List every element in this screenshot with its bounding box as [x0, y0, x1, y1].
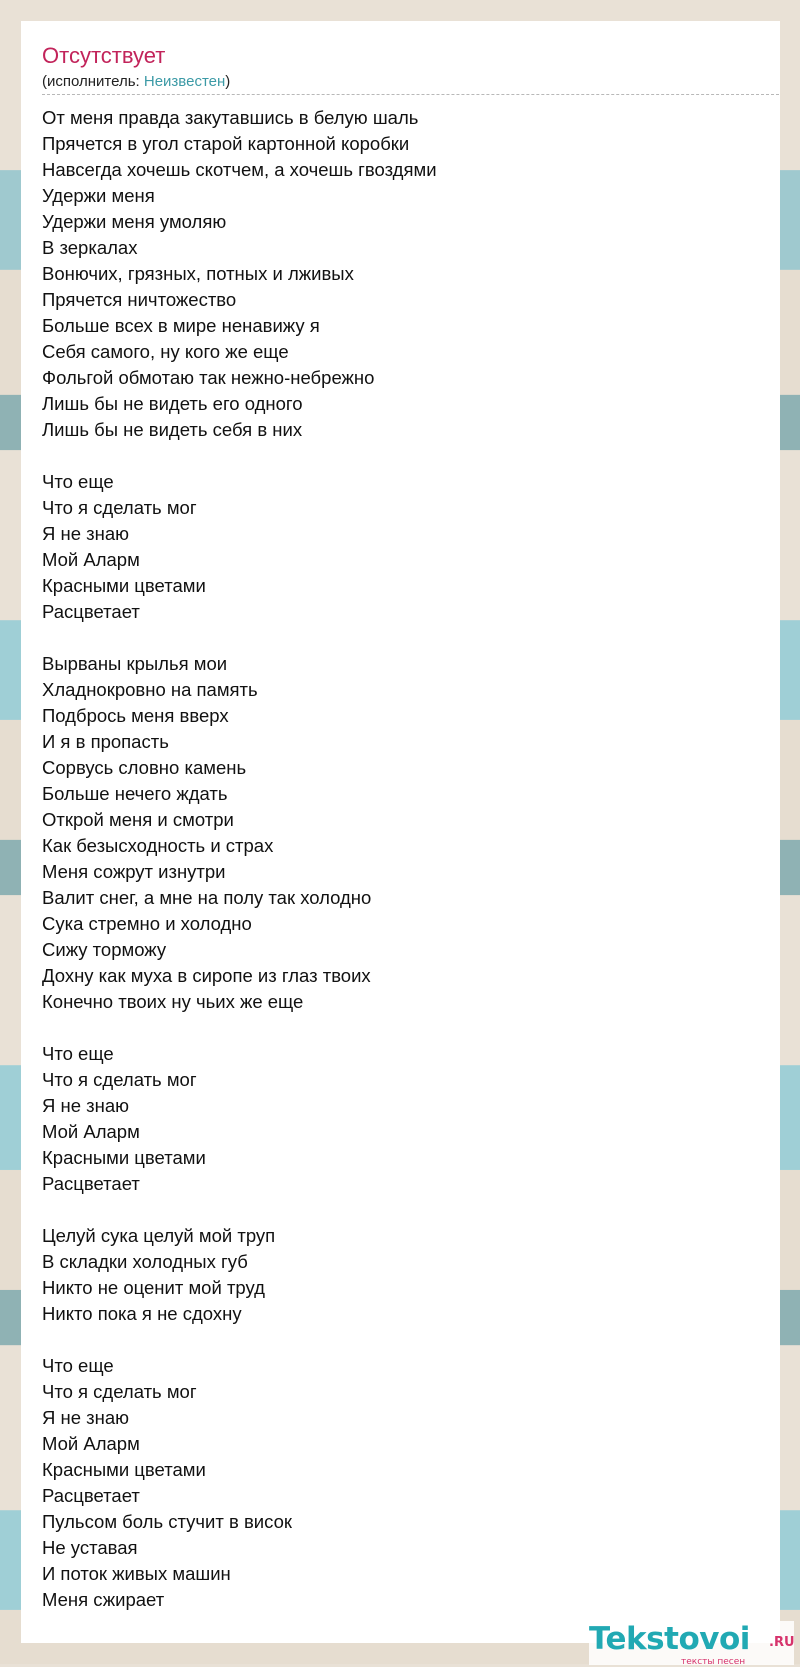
artist-suffix: ): [225, 73, 231, 90]
stanza-gap: [42, 1327, 762, 1353]
lyric-line: Конечно твоих ну чьих же еще: [42, 991, 304, 1012]
artist-link[interactable]: Неизвестен: [143, 73, 226, 90]
title-divider: [42, 94, 779, 95]
lyric-line: Меня сжирает: [42, 1589, 165, 1610]
lyric-line: Прячется ничтожество: [42, 289, 237, 310]
lyric-line: Мой Аларм: [42, 1121, 140, 1142]
lyric-line: Навсегда хочешь скотчем, а хочешь гвоздями: [42, 159, 437, 180]
lyric-line: Красными цветами: [42, 575, 206, 596]
lyric-line: Я не знаю: [42, 523, 130, 544]
lyric-line: Что еще: [42, 471, 114, 492]
lyrics-body: [42, 105, 762, 1613]
stanza-gap: [42, 625, 762, 651]
lyric-line: Расцветает: [42, 1173, 140, 1194]
site-logo[interactable]: [589, 1621, 794, 1665]
lyric-line: Больше всех в мире ненавижу я: [42, 315, 320, 336]
lyric-line: Открой меня и смотри: [42, 809, 234, 830]
logo-tld: .RU: [769, 1635, 795, 1650]
lyric-line: Больше нечего ждать: [42, 783, 228, 804]
lyric-line: Целуй сука целуй мой труп: [42, 1225, 276, 1246]
logo-name: Tekstovoi: [589, 1621, 750, 1657]
lyric-line: Меня сожрут изнутри: [42, 861, 226, 882]
lyric-line: В зеркалах: [42, 237, 138, 258]
lyric-line: И поток живых машин: [42, 1563, 231, 1584]
lyric-line: Красными цветами: [42, 1147, 206, 1168]
lyric-line: Я не знаю: [42, 1095, 130, 1116]
lyric-line: Мой Аларм: [42, 1433, 140, 1454]
lyric-line: Я не знаю: [42, 1407, 130, 1428]
lyrics-card: [21, 21, 795, 1667]
lyric-line: Фольгой обмотаю так нежно-небрежно: [42, 367, 375, 388]
song-title: Отсутствует: [42, 43, 166, 68]
lyric-line: Удержи меня: [42, 185, 155, 206]
lyric-line: Сука стремно и холодно: [42, 913, 252, 934]
lyric-line: Хладнокровно на память: [42, 679, 258, 700]
lyric-line: Что я сделать мог: [42, 497, 197, 518]
stanza-gap: [42, 1015, 762, 1041]
lyric-line: Не уставая: [42, 1537, 138, 1558]
lyric-line: Дохну как муха в сиропе из глаз твоих: [42, 965, 371, 986]
lyric-line: Пульсом боль стучит в висок: [42, 1511, 292, 1532]
lyric-line: Себя самого, ну кого же еще: [42, 341, 289, 362]
lyric-line: Никто пока я не сдохну: [42, 1303, 242, 1324]
lyric-line: Прячется в угол старой картонной коробки: [42, 133, 410, 154]
lyric-line: Лишь бы не видеть его одного: [42, 393, 303, 414]
lyric-line: Никто не оценит мой труд: [42, 1277, 265, 1298]
lyric-line: Мой Аларм: [42, 549, 140, 570]
lyric-line: Удержи меня умоляю: [42, 211, 227, 232]
lyric-line: Что еще: [42, 1355, 114, 1376]
lyric-line: Вонючих, грязных, потных и лживых: [42, 263, 354, 284]
lyric-line: Валит снег, а мне на полу так холодно: [42, 887, 372, 908]
lyric-line: И я в пропасть: [42, 731, 169, 752]
lyric-line: Расцветает: [42, 601, 140, 622]
stanza-gap: [42, 1197, 762, 1223]
lyric-line: От меня правда закутавшись в белую шаль: [42, 107, 419, 128]
lyric-line: Красными цветами: [42, 1459, 206, 1480]
lyric-line: Подбрось меня вверх: [42, 705, 229, 726]
lyric-line: Что я сделать мог: [42, 1381, 197, 1402]
lyric-line: Сижу торможу: [42, 939, 167, 960]
stanza-gap: [42, 443, 762, 469]
logo-tagline: тексты песен: [681, 1657, 746, 1667]
lyric-line: Что еще: [42, 1043, 114, 1064]
lyric-line: Как безысходность и страх: [42, 835, 274, 856]
lyric-line: Вырваны крылья мои: [42, 653, 228, 674]
lyric-line: Лишь бы не видеть себя в них: [42, 419, 303, 440]
artist-line: [42, 73, 230, 90]
artist-prefix: (исполнитель:: [42, 73, 144, 90]
lyric-line: Расцветает: [42, 1485, 140, 1506]
lyric-line: В складки холодных губ: [42, 1251, 248, 1272]
lyric-line: Сорвусь словно камень: [42, 757, 247, 778]
lyric-line: Что я сделать мог: [42, 1069, 197, 1090]
